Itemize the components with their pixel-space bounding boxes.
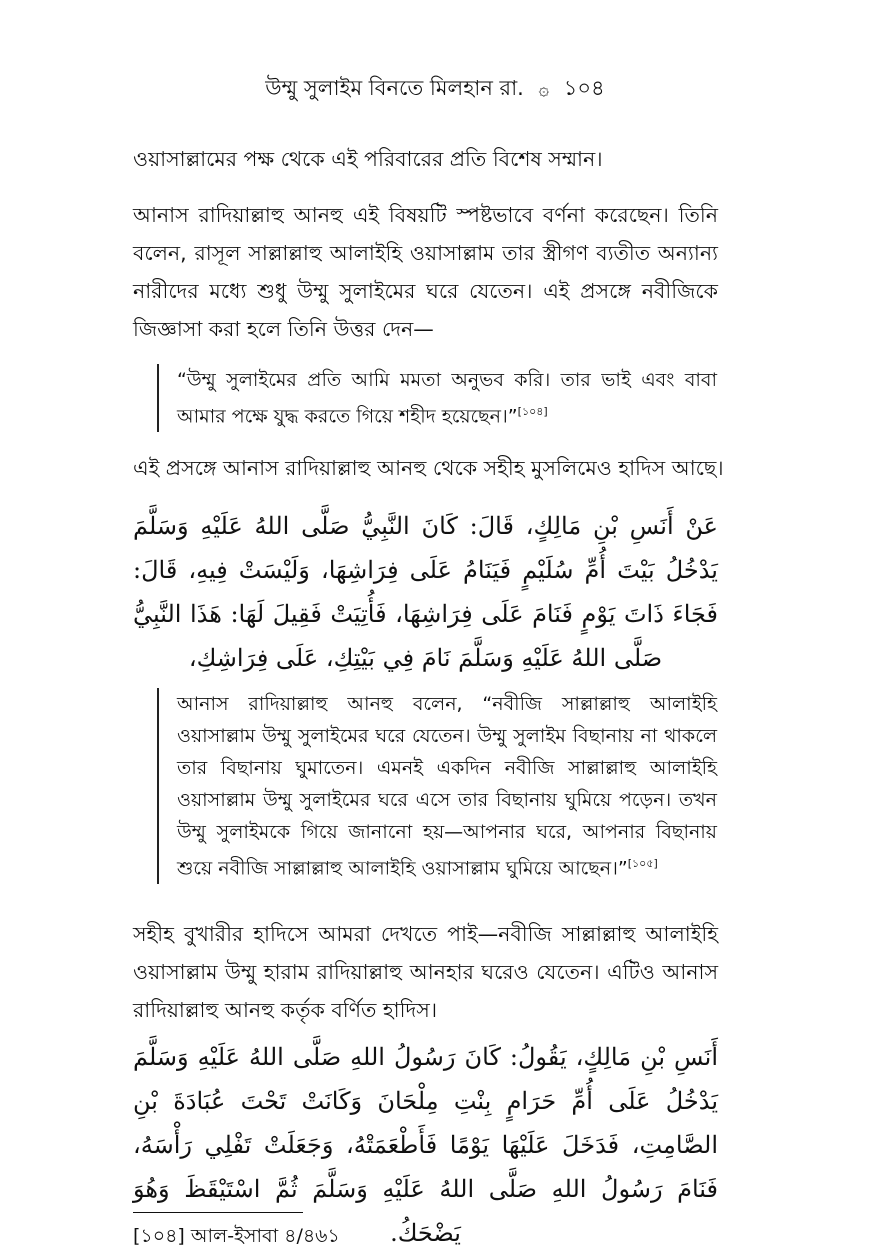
blockquote-2 <box>157 688 717 884</box>
ornament-icon: ۞ <box>538 79 550 100</box>
footnote: [১০৪] আল-ইসাবা ৪/৪৬১ <box>133 1225 340 1247</box>
arabic-hadith-1: عَنْ أَنَسِ بْنِ مَالِكٍ، قَالَ: كَانَ النَّبِيُّ صَلَّى اللهُ عَلَيْهِ وَسَلَّمَ يَدْخُلُ بَيْتَ أُمِّ سُلَيْمٍ فَيَنَامُ عَلَى فِرَاشِهَا، وَلَيْسَتْ فِيهِ، قَالَ: فَجَاءَ ذَاتَ يَوْمٍ فَنَامَ عَلَى فِرَاشِهَا، فَأُتِيَتْ فَقِيلَ لَهَا: هَذَا النَّبِيُّ صَلَّى اللهُ عَلَيْهِ وَسَلَّمَ نَامَ فِي بَيْتِكِ، عَلَى فِرَاشِكِ، <box>133 512 718 672</box>
running-title: উম্মু সুলাইম বিনতে মিলহান রা. <box>265 76 524 100</box>
blockquote-1 <box>157 364 717 432</box>
arabic-hadith-2: أَنَسِ بْنِ مَالِكٍ، يَقُولُ: كَانَ رَسُولُ اللهِ صَلَّى اللهُ عَلَيْهِ وَسَلَّمَ يَدْخُلُ عَلَى أُمِّ حَرَامٍ بِنْتِ مِلْحَانَ وَكَانَتْ تَحْتَ عُبَادَةَ بْنِ الصَّامِتِ، فَدَخَلَ عَلَيْهَا يَوْمًا فَأَطْعَمَتْهُ، وَجَعَلَتْ تَفْلِي رَأْسَهُ، فَنَامَ رَسُولُ اللهِ صَلَّى اللهُ عَلَيْهِ وَسَلَّمَ ثُمَّ اسْتَيْقَظَ وَهُوَ يَضْحَكُ. <box>133 1043 718 1247</box>
page-number: ১০৪ <box>563 76 605 100</box>
footnote-ref-104: [১০৪] <box>517 405 548 418</box>
quote-text: আনাস রাদিয়াল্লাহু আনহু বলেন, “নবীজি সাল্লাল্লাহু আলাইহি ওয়াসাল্লাম উম্মু সুলাইমের ঘরে যেতেন। উম্মু সুলাইম বিছানায় না থাকলে তার বিছানায় ঘুমাতেন। এমনই একদিন নবীজি সাল্লাল্লাহু আলাইহি ওয়াসাল্লাম উম্মু সুলাইমের ঘরে এসে তার বিছানায় ঘুমিয়ে পড়েন। তখন উম্মু সুলাইমকে গিয়ে জানানো হয়—আপনার ঘরে, আপনার বিছানায় শুয়ে নবীজি সাল্লাল্লাহু আলাইহি ওয়াসাল্লাম ঘুমিয়ে আছেন।” <box>177 693 717 880</box>
footnote-ref-105: [১০৫] <box>627 857 658 870</box>
paragraph-4: সহীহ বুখারীর হাদিসে আমরা দেখতে পাই—নবীজি সাল্লাল্লাহু আলাইহি ওয়াসাল্লাম উম্মু হারাম রাদিয়াল্লাহু আনহার ঘরেও যেতেন। এটিও আনাস রাদিয়াল্লাহু আনহু কর্তৃক বর্ণিত হাদিস। <box>133 922 718 1022</box>
paragraph-1: ওয়াসাল্লামের পক্ষ থেকে এই পরিবারের প্রতি বিশেষ সম্মান। <box>133 147 603 171</box>
running-header <box>0 72 870 107</box>
paragraph-3: এই প্রসঙ্গে আনাস রাদিয়াল্লাহু আনহু থেকে সহীহ মুসলিমেও হাদিস আছে। <box>133 456 724 480</box>
quote-text: “উম্মু সুলাইমের প্রতি আমি মমতা অনুভব করি। তার ভাই এবং বাবা আমার পক্ষে যুদ্ধ করতে গিয়ে শহীদ হয়েছেন।” <box>177 369 717 428</box>
paragraph-2: আনাস রাদিয়াল্লাহু আনহু এই বিষয়টি স্পষ্টভাবে বর্ণনা করেছেন। তিনি বলেন, রাসূল সাল্লাল্লাহু আলাইহি ওয়াসাল্লাম তার স্ত্রীগণ ব্যতীত অন্যান্য নারীদের মধ্যে শুধু উম্মু সুলাইমের ঘরে যেতেন। এই প্রসঙ্গে নবীজিকে জিজ্ঞাসা করা হলে তিনি উত্তর দেন— <box>133 203 718 341</box>
footnote-divider <box>133 1212 303 1213</box>
